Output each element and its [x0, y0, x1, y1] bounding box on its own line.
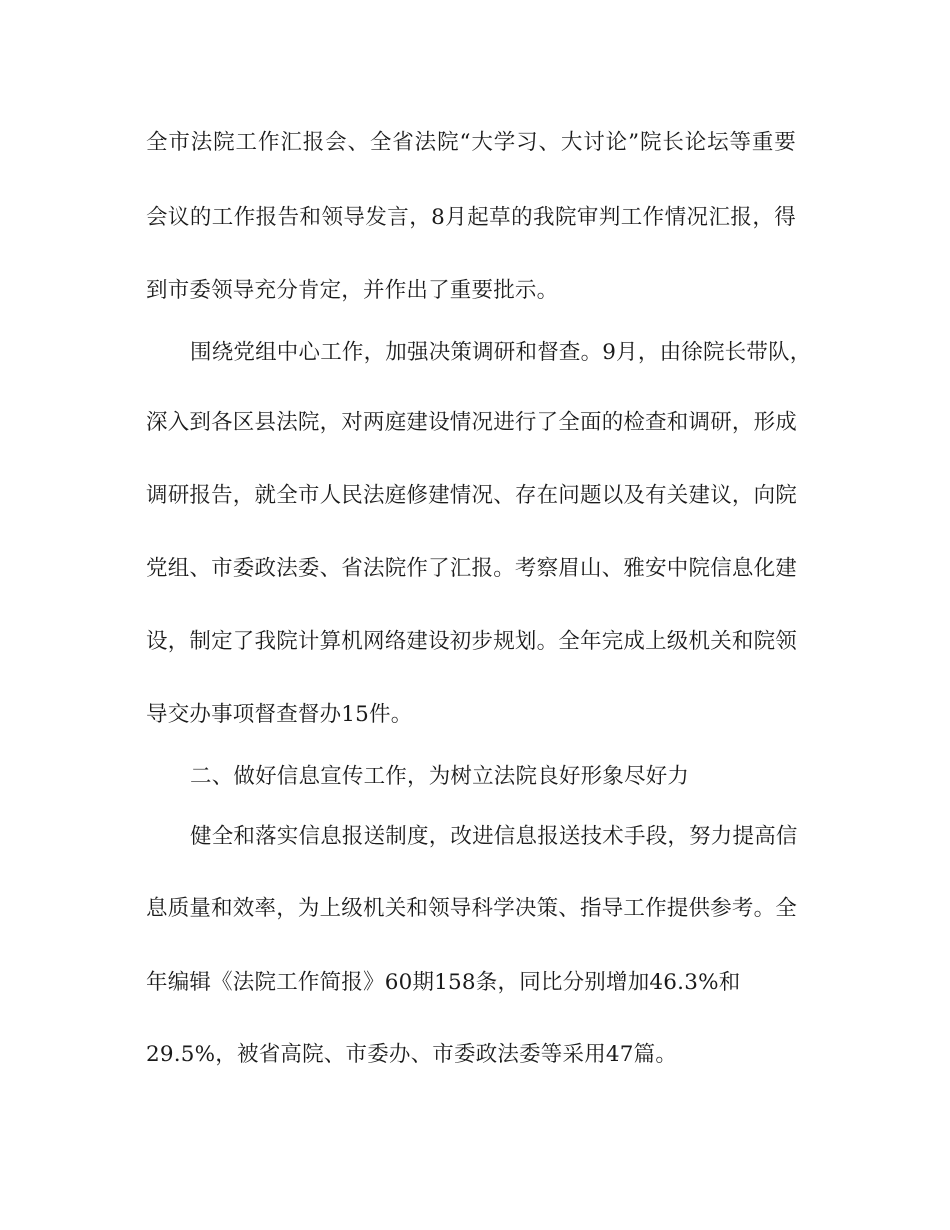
- paragraph-line: 会议的工作报告和领导发言，8月起草的我院审判工作情况汇报，得: [146, 205, 796, 230]
- paragraph-line: 息质量和效率，为上级机关和领导科学决策、指导工作提供参考。全: [146, 896, 798, 921]
- paragraph-line: 全市法院工作汇报会、全省法院“大学习、大讨论”院长论坛等重要: [146, 130, 796, 155]
- paragraph-line: 党组、市委政法委、省法院作了汇报。考察眉山、雅安中院信息化建: [146, 556, 798, 581]
- paragraph-line: 年编辑《法院工作简报》60期158条，同比分别增加46.3%和: [146, 970, 741, 995]
- paragraph-line: 调研报告，就全市人民法庭修建情况、存在问题以及有关建议，向院: [146, 483, 798, 508]
- paragraph-line: 到市委领导充分肯定，并作出了重要批示。: [146, 278, 559, 303]
- paragraph-line: 深入到各区县法院，对两庭建设情况进行了全面的检查和调研，形成: [146, 410, 798, 435]
- section-heading: 二、做好信息宣传工作，为树立法院良好形象尽好力: [190, 764, 690, 789]
- paragraph-line: 设，制定了我院计算机网络建设初步规划。全年完成上级机关和院领: [146, 629, 798, 654]
- paragraph-line: 健全和落实信息报送制度，改进信息报送技术手段，努力提高信: [190, 824, 798, 849]
- paragraph-line: 围绕党组中心工作，加强决策调研和督查。9月，由徐院长带队，: [190, 340, 812, 365]
- paragraph-line: 导交办事项督查督办15件。: [146, 702, 413, 727]
- paragraph-line: 29.5%，被省高院、市委办、市委政法委等采用47篇。: [146, 1042, 678, 1067]
